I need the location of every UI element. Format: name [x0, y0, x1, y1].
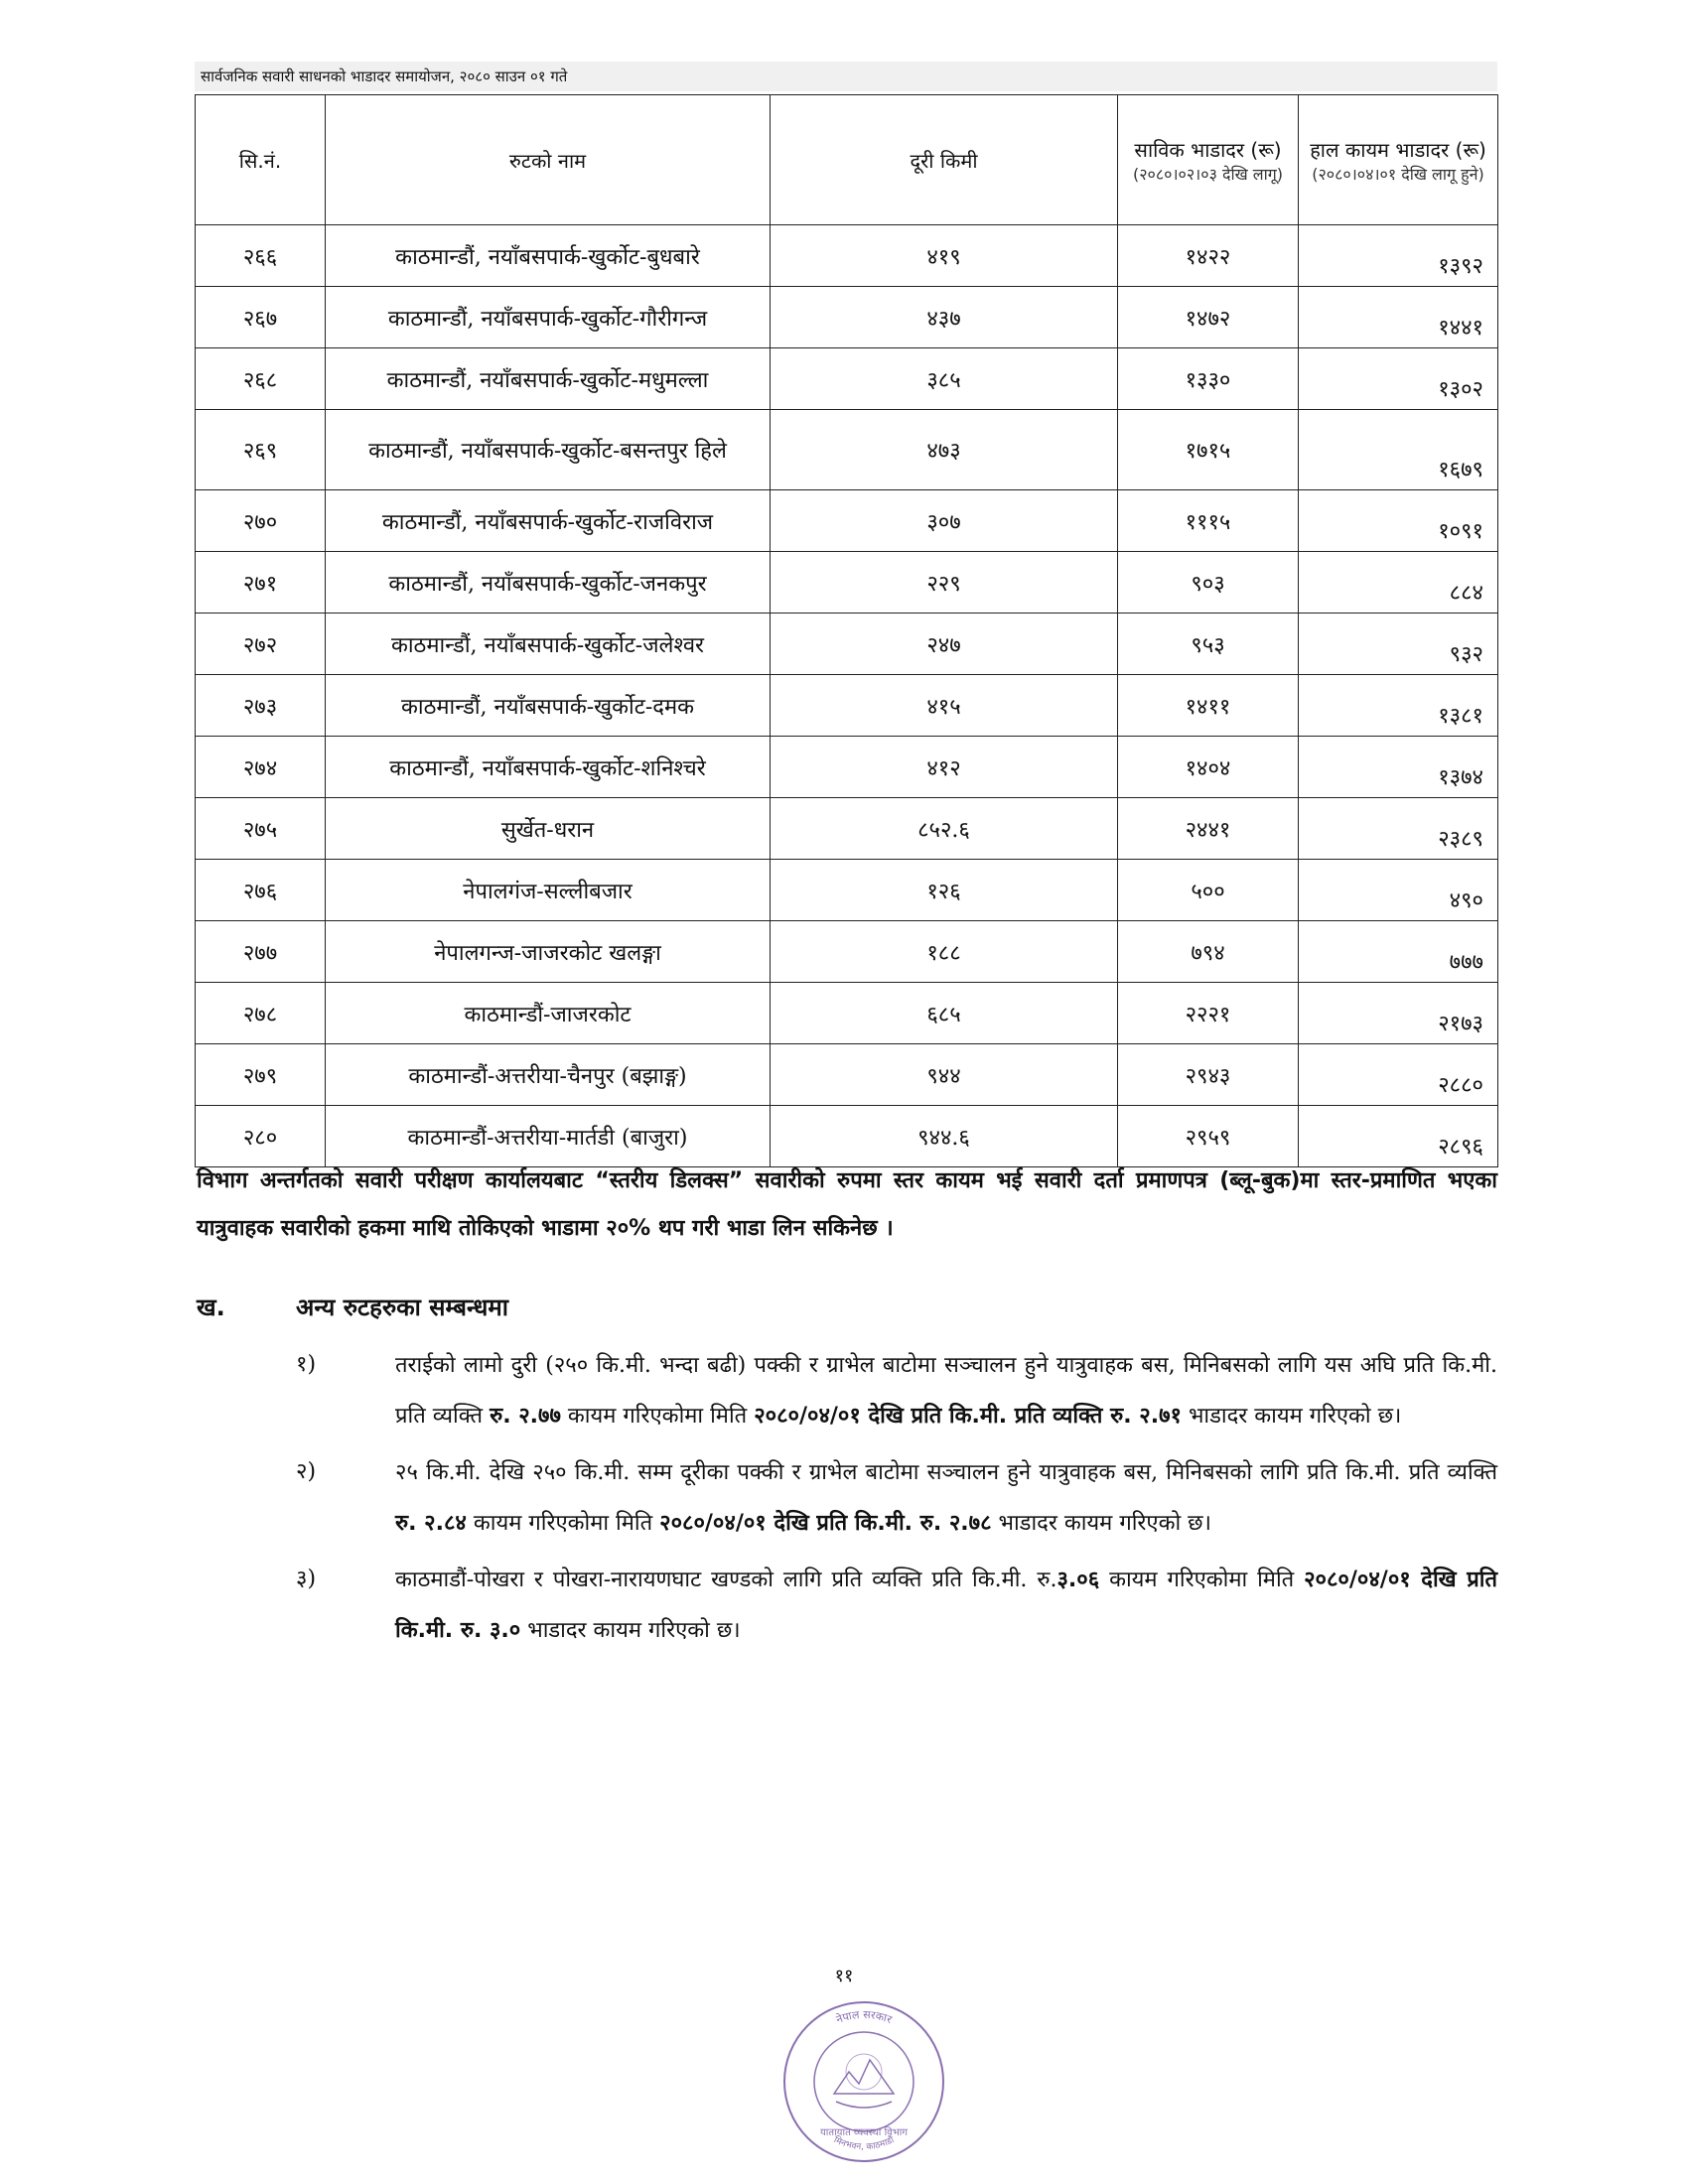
header-route: रुटको नाम — [326, 95, 771, 225]
item-number: २) — [296, 1459, 317, 1484]
cell-route: काठमान्डौं-अत्तरीया-मार्तडी (बाजुरा) — [326, 1106, 771, 1167]
header-distance: दूरी किमी — [771, 95, 1118, 225]
header-sn: सि.नं. — [196, 95, 326, 225]
cell-prev-fare: ७९४ — [1118, 921, 1299, 983]
cell-route: काठमान्डौं, नयाँबसपार्क-खुर्कोट-बुधबारे — [326, 225, 771, 287]
deluxe-surcharge-note: विभाग अन्तर्गतको सवारी परीक्षण कार्यालयबाट “स्तरीय डिलक्स” सवारीको रुपमा स्तर कायम भई सवारी दर्ता प्रमाणपत्र (ब्लू-बुक)मा स्तर-प्रमाणित भएका यात्रुवाहक सवारीको हकमा माथि तोकिएको भाडामा २०% थप गरी भाडा लिन सकिनेछ । — [197, 1168, 1497, 1241]
cell-sn: २७६ — [196, 860, 326, 921]
cell-route: नेपालगन्ज-जाजरकोट खलङ्गा — [326, 921, 771, 983]
cell-sn: २७३ — [196, 675, 326, 737]
table-row — [196, 798, 1498, 860]
item-text: भाडादर कायम गरिएको छ। — [520, 1618, 741, 1643]
page-number: ११ — [834, 1966, 854, 1986]
svg-text:यातायात व्यवस्था विभाग: यातायात व्यवस्था विभाग — [820, 2127, 908, 2138]
cell-cur-fare: ७७७ — [1299, 921, 1498, 983]
table-row — [196, 983, 1498, 1044]
cell-prev-fare: ५०० — [1118, 860, 1299, 921]
item-number: १) — [296, 1352, 317, 1377]
item-text: २५ कि.मी. देखि २५० कि.मी. सम्म दूरीका पक्की र ग्राभेल बाटोमा सञ्चालन हुने यात्रुवाहक बस, मिनिबसको लागि प्रति कि.मी. प्रति व्यक्ति — [395, 1460, 1497, 1485]
cell-prev-fare: ९५३ — [1118, 614, 1299, 675]
item-body — [395, 1555, 1497, 1656]
table-row — [196, 552, 1498, 614]
cell-route: काठमान्डौं, नयाँबसपार्क-खुर्कोट-दमक — [326, 675, 771, 737]
item-bold-text: २०८०/०४/०१ देखि प्रति कि.मी. प्रति व्यक्ति रु. २.७१ — [754, 1404, 1182, 1429]
item-text: कायम गरिएकोमा मिति — [560, 1404, 755, 1429]
cell-cur-fare: १४४१ — [1299, 287, 1498, 348]
cell-cur-fare: ९३२ — [1299, 614, 1498, 675]
list-item — [197, 1447, 1497, 1549]
header-prev-fare-title: साविक भाडादर (रू) — [1134, 137, 1282, 162]
fare-table — [195, 94, 1498, 1167]
cell-sn: २७० — [196, 490, 326, 552]
cell-sn: २७२ — [196, 614, 326, 675]
cell-prev-fare: १४७२ — [1118, 287, 1299, 348]
section-items — [197, 1340, 1497, 1662]
header-cur-fare-note: (२०८०।०४।०१ देखि लागू हुने) — [1312, 164, 1484, 184]
cell-route: काठमान्डौं-अत्तरीया-चैनपुर (बझाङ्ग) — [326, 1044, 771, 1106]
cell-distance: ६८५ — [771, 983, 1118, 1044]
cell-sn: २७८ — [196, 983, 326, 1044]
table-row — [196, 348, 1498, 410]
cell-cur-fare: १३८१ — [1299, 675, 1498, 737]
cell-route: नेपालगंज-सल्लीबजार — [326, 860, 771, 921]
table-row — [196, 614, 1498, 675]
department-seal-icon — [774, 1990, 953, 2169]
item-bold-text: ३.०६ — [1056, 1568, 1100, 1592]
cell-route: काठमान्डौं, नयाँबसपार्क-खुर्कोट-जनकपुर — [326, 552, 771, 614]
item-text: कायम गरिएकोमा मिति — [466, 1511, 660, 1536]
cell-sn: २७१ — [196, 552, 326, 614]
cell-route: काठमान्डौं, नयाँबसपार्क-खुर्कोट-मधुमल्ला — [326, 348, 771, 410]
cell-prev-fare: २९५९ — [1118, 1106, 1299, 1167]
cell-prev-fare: २४४१ — [1118, 798, 1299, 860]
cell-cur-fare: २८८० — [1299, 1044, 1498, 1106]
cell-sn: २६८ — [196, 348, 326, 410]
item-body — [395, 1340, 1497, 1441]
table-header-row — [196, 95, 1498, 225]
item-text: कायम गरिएकोमा मिति — [1099, 1568, 1305, 1592]
cell-prev-fare: १४११ — [1118, 675, 1299, 737]
cell-distance: ३०७ — [771, 490, 1118, 552]
cell-distance: ४७३ — [771, 410, 1118, 490]
cell-route: काठमान्डौं, नयाँबसपार्क-खुर्कोट-गौरीगन्ज — [326, 287, 771, 348]
cell-cur-fare: ४९० — [1299, 860, 1498, 921]
cell-cur-fare: ८८४ — [1299, 552, 1498, 614]
table-row — [196, 490, 1498, 552]
cell-distance: ४१५ — [771, 675, 1118, 737]
table-row — [196, 1044, 1498, 1106]
cell-sn: २७५ — [196, 798, 326, 860]
section-heading — [197, 1291, 1487, 1330]
item-text: भाडादर कायम गरिएको छ। — [991, 1511, 1211, 1536]
item-number: ३) — [296, 1567, 317, 1591]
cell-cur-fare: १३०२ — [1299, 348, 1498, 410]
cell-route: काठमान्डौं, नयाँबसपार्क-खुर्कोट-जलेश्वर — [326, 614, 771, 675]
list-item — [197, 1340, 1497, 1441]
cell-prev-fare: ९०३ — [1118, 552, 1299, 614]
table-row — [196, 860, 1498, 921]
table-row — [196, 287, 1498, 348]
cell-distance: ४३७ — [771, 287, 1118, 348]
cell-distance: २२९ — [771, 552, 1118, 614]
svg-text:नेपाल सरकार: नेपाल सरकार — [834, 2007, 894, 2027]
cell-prev-fare: १४२२ — [1118, 225, 1299, 287]
cell-cur-fare: १३९२ — [1299, 225, 1498, 287]
cell-sn: २७४ — [196, 737, 326, 798]
header-prev-fare — [1118, 95, 1299, 225]
item-text: तराईको लामो दुरी (२५० कि.मी. भन्दा बढी) पक्की र ग्राभेल बाटोमा सञ्चालन हुने यात्रुवाहक बस, मिनिबसको लागि यस अघि प्रति कि.मी. प्रति व्यक्ति — [395, 1353, 1497, 1429]
cell-cur-fare: २८९६ — [1299, 1106, 1498, 1167]
header-prev-fare-note: (२०८०।०२।०३ देखि लागू) — [1132, 164, 1284, 184]
item-bold-text: २०८०/०४/०१ देखि प्रति कि.मी. रु. ३.० — [395, 1568, 1497, 1643]
header-cur-fare-title: हाल कायम भाडादर (रू) — [1310, 137, 1486, 162]
cell-sn: २६६ — [196, 225, 326, 287]
item-text: भाडादर कायम गरिएको छ। — [1181, 1404, 1402, 1429]
cell-distance: ४१९ — [771, 225, 1118, 287]
table-row — [196, 921, 1498, 983]
item-body — [395, 1447, 1497, 1549]
section-marker: ख. — [197, 1294, 225, 1321]
cell-route: सुर्खेत-धरान — [326, 798, 771, 860]
cell-distance: १८८ — [771, 921, 1118, 983]
cell-cur-fare: २१७३ — [1299, 983, 1498, 1044]
cell-distance: ९४४.६ — [771, 1106, 1118, 1167]
cell-prev-fare: १७१५ — [1118, 410, 1299, 490]
svg-text:मिनभवन, काठमाडौं: मिनभवन, काठमाडौं — [831, 2135, 897, 2153]
section-title: अन्य रुटहरुका सम्बन्धमा — [296, 1294, 508, 1321]
cell-sn: २६७ — [196, 287, 326, 348]
cell-sn: २६९ — [196, 410, 326, 490]
cell-prev-fare: १३३० — [1118, 348, 1299, 410]
cell-sn: २८० — [196, 1106, 326, 1167]
cell-distance: ३८५ — [771, 348, 1118, 410]
cell-route: काठमान्डौं, नयाँबसपार्क-खुर्कोट-बसन्तपुर हिले — [326, 410, 771, 490]
cell-route: काठमान्डौं-जाजरकोट — [326, 983, 771, 1044]
list-item — [197, 1555, 1497, 1656]
cell-prev-fare: २९४३ — [1118, 1044, 1299, 1106]
cell-cur-fare: १०९१ — [1299, 490, 1498, 552]
cell-cur-fare: १६७९ — [1299, 410, 1498, 490]
cell-prev-fare: १४०४ — [1118, 737, 1299, 798]
table-row — [196, 737, 1498, 798]
cell-distance: ८५२.६ — [771, 798, 1118, 860]
cell-distance: १२६ — [771, 860, 1118, 921]
cell-sn: २७७ — [196, 921, 326, 983]
document-header: सार्वजनिक सवारी साधनको भाडादर समायोजन, २०८० साउन ०१ गते — [195, 62, 1497, 91]
cell-prev-fare: १११५ — [1118, 490, 1299, 552]
cell-prev-fare: २२२१ — [1118, 983, 1299, 1044]
item-bold-text: २०८०/०४/०१ देखि प्रति कि.मी. रु. २.७८ — [659, 1511, 992, 1536]
cell-route: काठमान्डौं, नयाँबसपार्क-खुर्कोट-राजविराज — [326, 490, 771, 552]
table-row — [196, 410, 1498, 490]
cell-cur-fare: १३७४ — [1299, 737, 1498, 798]
cell-sn: २७९ — [196, 1044, 326, 1106]
cell-cur-fare: २३८९ — [1299, 798, 1498, 860]
cell-distance: २४७ — [771, 614, 1118, 675]
cell-distance: ९४४ — [771, 1044, 1118, 1106]
item-bold-text: रु. २.७७ — [490, 1404, 561, 1429]
cell-distance: ४१२ — [771, 737, 1118, 798]
table-row — [196, 225, 1498, 287]
table-row — [196, 675, 1498, 737]
header-cur-fare — [1299, 95, 1498, 225]
item-bold-text: रु. २.८४ — [395, 1511, 467, 1536]
item-text: काठमाडौं-पोखरा र पोखरा-नारायणघाट खण्डको लागि प्रति व्यक्ति प्रति कि.मी. रु. — [395, 1568, 1057, 1592]
cell-route: काठमान्डौं, नयाँबसपार्क-खुर्कोट-शनिश्चरे — [326, 737, 771, 798]
